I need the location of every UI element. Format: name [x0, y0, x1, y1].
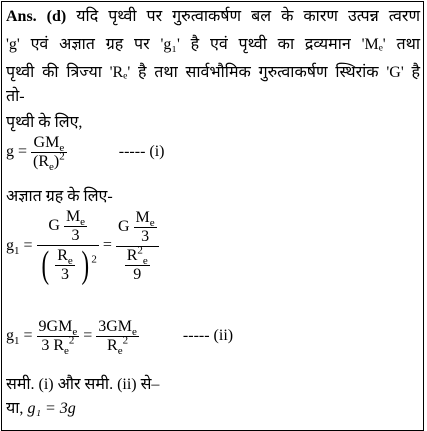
eq2-fraction-1: G $\frac{M_e}{3}$ ( $\frac{R_e}{3}$ ) $^2$: [37, 208, 99, 284]
equation-1: g = $\frac{GM_e}{(R_e)^2}$ ----- (i): [6, 134, 165, 174]
answer-label: Ans. (d): [6, 8, 67, 25]
eq3-fraction-1: $\frac{9GM_e}{3 R_e^2}$: [38, 318, 78, 358]
answer-box: [1, 1, 424, 431]
eq2-fraction-2: G $\frac{M_e}{3}$ $\frac{R^2_e}{9}$: [116, 209, 159, 284]
para-line-3: पृथ्वी की त्रिज्या 'Rₑ' है तथा सार्वभौमिक गुरुत्वाकर्षण स्थिरांक 'G' है: [6, 64, 420, 81]
equation-2: $g_1$ = G $\frac{M_e}{3}$ ( $\frac{R_e}{3}$ ) $^2$ = G $\frac{M_e}{3}$ $\frac{R^2_e}{9}$: [6, 208, 159, 284]
earth-heading: पृथ्वी के लिए,: [6, 114, 83, 131]
result-line: या, g₁ = 3g: [6, 400, 76, 417]
eq1-tag: ----- (i): [118, 143, 165, 161]
eq1-fraction: $\frac{GM_e}{(R_e)^2}$: [33, 134, 65, 174]
para-line-4: तो-: [6, 88, 25, 105]
compare-line: समी. (i) और समी. (ii) से–: [6, 376, 160, 393]
eq3-fraction-2: $\frac{3GM_e}{R_e^2}$: [98, 318, 137, 358]
result-equation: g₁ = 3g: [27, 400, 76, 417]
eq3-tag: ----- (ii): [182, 327, 234, 345]
para-line-1: Ans. (d) यदि पृथ्वी पर गुरुत्वाकर्षण बल के कारण उत्पन्न त्वरण: [6, 8, 421, 25]
para-line-2: 'g' एवं अज्ञात ग्रह पर 'g₁' है एवं पृथ्वी का द्रव्यमान 'Mₑ' तथा: [6, 36, 420, 53]
equation-3: $g_1$ = $\frac{9GM_e}{3 R_e^2}$ = $\frac{3GM_e}{R_e^2}$ ----- (ii): [6, 318, 234, 358]
planet-heading: अज्ञात ग्रह के लिए-: [6, 188, 113, 205]
